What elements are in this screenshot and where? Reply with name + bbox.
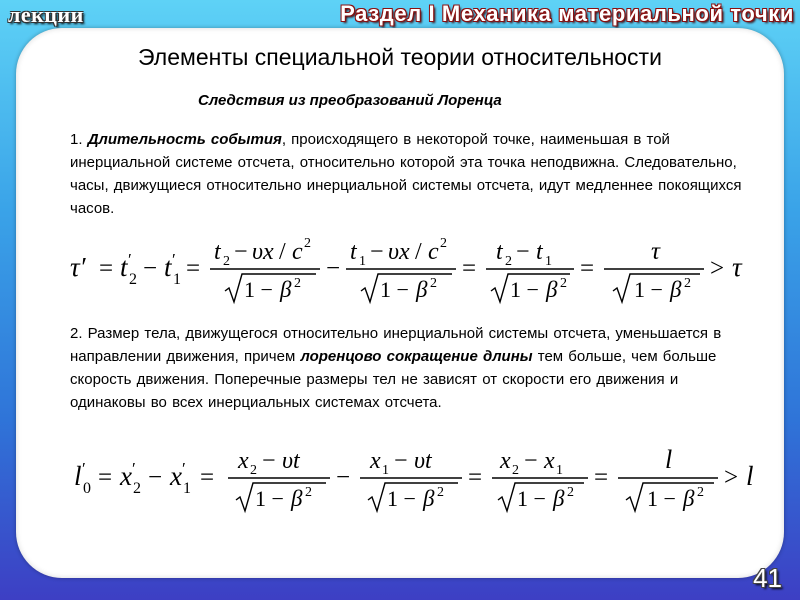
svg-text:1 −: 1 − (647, 486, 676, 511)
svg-text:′: ′ (172, 250, 176, 269)
svg-text:2: 2 (505, 254, 512, 269)
svg-text:x: x (500, 448, 511, 474)
svg-text:x: x (238, 448, 249, 474)
svg-text:−: − (326, 255, 341, 282)
svg-text:−: − (370, 239, 384, 265)
svg-text:>: > (724, 464, 739, 491)
svg-text:′: ′ (182, 459, 186, 478)
svg-text:′: ′ (82, 459, 86, 478)
svg-text:2: 2 (294, 276, 301, 291)
svg-text:l: l (74, 461, 82, 491)
slide-title: Элементы специальной теории относительности (138, 44, 662, 70)
svg-text:β: β (416, 277, 428, 302)
svg-text:>: > (710, 255, 725, 282)
fraction-1 (210, 236, 320, 302)
item1-number: 1. (70, 131, 88, 148)
svg-text:=: = (200, 464, 215, 491)
svg-text:τ′: τ′ (70, 252, 86, 282)
svg-text:2: 2 (250, 463, 257, 478)
svg-text:β: β (423, 486, 435, 511)
svg-text:−: − (143, 255, 158, 282)
svg-text:β: β (670, 277, 682, 302)
svg-text:1 −: 1 − (244, 277, 273, 302)
lectures-label: лекции (8, 2, 84, 27)
svg-text:2: 2 (305, 485, 312, 500)
svg-text:t: t (350, 239, 357, 265)
svg-text:2: 2 (430, 276, 437, 291)
item2-text-before: 2. Размер тела, движущегося относительно инерциальной системы отсчета, уменьшается в направлении движения, причем (70, 325, 722, 365)
fraction-4 (618, 445, 718, 511)
svg-text:1 −: 1 − (510, 277, 539, 302)
svg-text:1: 1 (183, 480, 191, 497)
svg-text:β: β (546, 277, 558, 302)
svg-text:υt: υt (282, 448, 300, 474)
fraction-3 (492, 448, 588, 511)
item2-text-after: тем больше, чем больше скорость движения. Поперечные размеры тел не зависят от скорости его движения и одинаковы во всех инерциальных системах отсчета. (70, 348, 717, 411)
svg-text:t: t (120, 252, 128, 282)
svg-text:2: 2 (304, 236, 311, 251)
svg-text:2: 2 (697, 485, 704, 500)
svg-text:c: c (292, 239, 303, 265)
fraction-1 (228, 448, 330, 511)
svg-text:=: = (98, 464, 113, 491)
fraction-4 (604, 238, 704, 302)
svg-text:υt: υt (414, 448, 432, 474)
svg-text:1: 1 (556, 463, 563, 478)
svg-text:=: = (99, 255, 114, 282)
svg-text:2: 2 (223, 254, 230, 269)
svg-text:=: = (580, 255, 595, 282)
svg-text:1: 1 (173, 271, 181, 288)
svg-text:=: = (594, 464, 609, 491)
section-title: Раздел I Механика материальной точки (340, 1, 794, 26)
svg-text:/: / (415, 239, 422, 265)
paragraph-length-contraction (70, 322, 750, 414)
svg-text:1 −: 1 − (387, 486, 416, 511)
item1-text: , происходящего в некоторой точке, наименьшая в той инерциальной системе отсчета, относительно которой эта точка неподвижна. Следовательно, часы, движущиеся относительно инерциальной системы отсчета, идут медленнее покоящихся часов. (70, 131, 742, 217)
svg-text:−: − (148, 464, 163, 491)
svg-text:x: x (120, 461, 132, 491)
svg-text:2: 2 (440, 236, 447, 251)
fraction-2 (346, 236, 456, 302)
svg-text:2: 2 (684, 276, 691, 291)
svg-text:t: t (496, 239, 503, 265)
svg-text:=: = (186, 255, 201, 282)
svg-text:τ: τ (732, 252, 742, 282)
svg-text:β: β (553, 486, 565, 511)
svg-text:τ: τ (651, 238, 660, 265)
svg-text:β: β (280, 277, 292, 302)
svg-text:−: − (262, 448, 276, 474)
svg-text:2: 2 (567, 485, 574, 500)
svg-text:=: = (468, 464, 483, 491)
item1-term: Длительность события (87, 131, 282, 148)
svg-text:1: 1 (382, 463, 389, 478)
svg-text:/: / (279, 239, 286, 265)
svg-text:−: − (234, 239, 248, 265)
svg-text:l: l (665, 445, 673, 474)
fraction-2 (360, 448, 462, 511)
svg-text:1 −: 1 − (634, 277, 663, 302)
svg-text:′: ′ (128, 250, 132, 269)
svg-text:t: t (214, 239, 221, 265)
slide-subtitle: Следствия из преобразований Лоренца (198, 92, 502, 109)
svg-text:x: x (370, 448, 381, 474)
svg-text:−: − (394, 448, 408, 474)
svg-text:1 −: 1 − (380, 277, 409, 302)
svg-text:1 −: 1 − (255, 486, 284, 511)
slide-card (16, 28, 784, 578)
svg-text:c: c (428, 239, 439, 265)
svg-text:=: = (462, 255, 477, 282)
svg-text:1 −: 1 − (517, 486, 546, 511)
svg-text:2: 2 (512, 463, 519, 478)
paragraph-time-dilation (70, 128, 750, 220)
svg-text:0: 0 (83, 480, 91, 497)
svg-text:2: 2 (133, 480, 141, 497)
svg-text:−: − (524, 448, 538, 474)
svg-text:2: 2 (129, 271, 137, 288)
svg-text:t: t (536, 239, 543, 265)
formula-length-contraction (68, 442, 768, 516)
svg-text:β: β (683, 486, 695, 511)
svg-text:−: − (516, 239, 530, 265)
item2-term: лоренцово сокращение длины (300, 348, 533, 365)
fraction-3 (486, 239, 574, 302)
svg-text:1: 1 (359, 254, 366, 269)
page-number: 41 (753, 563, 782, 593)
svg-text:1: 1 (545, 254, 552, 269)
svg-text:υx: υx (252, 239, 274, 265)
svg-text:−: − (336, 464, 351, 491)
svg-text:2: 2 (560, 276, 567, 291)
svg-text:′: ′ (132, 459, 136, 478)
formula-time-dilation (68, 233, 768, 307)
svg-text:2: 2 (437, 485, 444, 500)
svg-text:x: x (170, 461, 182, 491)
svg-text:t: t (164, 252, 172, 282)
svg-text:l: l (746, 461, 754, 491)
svg-text:υx: υx (388, 239, 410, 265)
svg-text:x: x (544, 448, 555, 474)
svg-text:β: β (291, 486, 303, 511)
